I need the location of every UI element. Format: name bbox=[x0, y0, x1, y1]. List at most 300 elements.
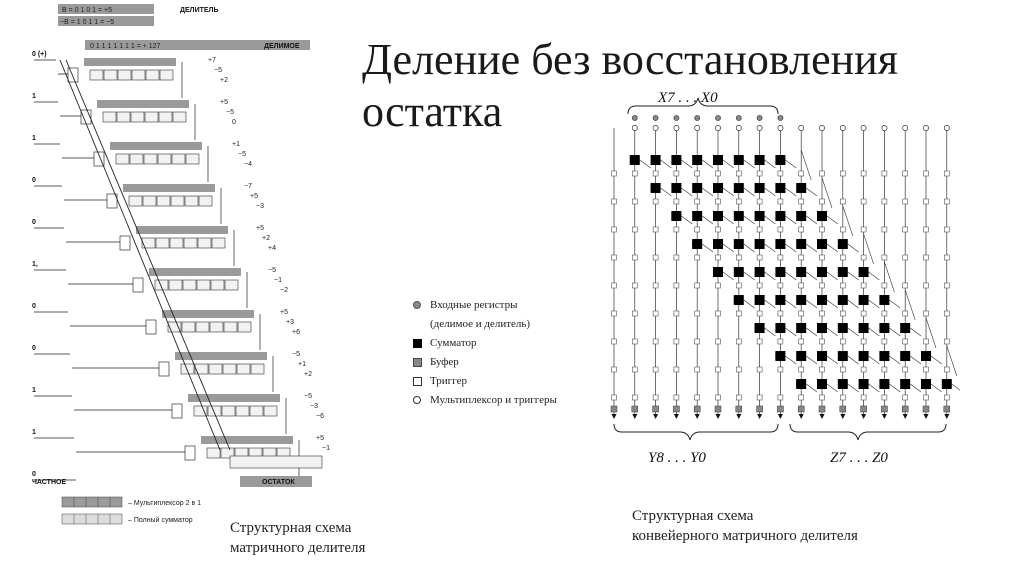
quotient-bit: 0 bbox=[32, 303, 36, 310]
buffer-cell bbox=[632, 406, 638, 412]
adder-cell bbox=[817, 295, 827, 305]
bottom-right-brace bbox=[790, 424, 946, 440]
mux-bar bbox=[97, 100, 189, 108]
adder-cell bbox=[734, 239, 744, 249]
title-line-1: Деление без восстановления bbox=[362, 35, 898, 84]
trigger-cell bbox=[695, 227, 700, 232]
side-value: +3 bbox=[286, 319, 294, 326]
adder-icon bbox=[413, 339, 422, 348]
mux-node bbox=[819, 125, 824, 130]
output-arrow bbox=[653, 414, 658, 419]
mux-bar bbox=[175, 352, 267, 360]
trigger-cell bbox=[903, 339, 908, 344]
trigger-cell bbox=[840, 227, 845, 232]
adder-cell bbox=[859, 379, 869, 389]
side-value: −5 bbox=[226, 109, 234, 116]
quotient-bit: 1, bbox=[32, 261, 38, 268]
adder-cell bbox=[755, 295, 765, 305]
mux-node bbox=[632, 125, 637, 130]
trigger-cell bbox=[944, 395, 949, 400]
trigger-cell bbox=[757, 283, 762, 288]
adder-cell bbox=[838, 351, 848, 361]
input-register bbox=[674, 115, 679, 120]
adder-cell bbox=[900, 323, 910, 333]
trigger-cell bbox=[632, 283, 637, 288]
adder-cell bbox=[755, 183, 765, 193]
legend-buffer bbox=[412, 353, 602, 372]
trigger-cell bbox=[903, 255, 908, 260]
mux-node bbox=[736, 125, 741, 130]
trigger-cell bbox=[944, 367, 949, 372]
title-line-2: остатка bbox=[362, 87, 503, 136]
trigger-cell bbox=[882, 171, 887, 176]
trigger-cell bbox=[612, 339, 617, 344]
legend-register-label: Входные регистры bbox=[430, 299, 518, 311]
adder-legend-symbol bbox=[62, 514, 122, 524]
output-arrow bbox=[903, 414, 908, 419]
trigger-cell bbox=[695, 199, 700, 204]
trigger-cell bbox=[716, 339, 721, 344]
trigger-cell bbox=[944, 255, 949, 260]
trigger-cell bbox=[757, 255, 762, 260]
trigger-cell bbox=[882, 227, 887, 232]
output-arrow bbox=[924, 414, 929, 419]
trigger-cell bbox=[632, 255, 637, 260]
trigger-cell bbox=[924, 395, 929, 400]
trigger-cell bbox=[778, 395, 783, 400]
pipeline-divider-diagram bbox=[600, 88, 960, 478]
side-value: −3 bbox=[310, 403, 318, 410]
trigger-cell bbox=[695, 283, 700, 288]
mux-icon bbox=[413, 396, 421, 404]
mux-node bbox=[903, 125, 908, 130]
trigger-cell bbox=[653, 199, 658, 204]
trigger-cell bbox=[799, 339, 804, 344]
trigger-cell bbox=[674, 255, 679, 260]
input-register bbox=[757, 115, 762, 120]
input-register bbox=[778, 115, 783, 120]
quotient-bit: 1 bbox=[32, 135, 36, 142]
side-value: +2 bbox=[262, 235, 270, 242]
matrix-divider-svg bbox=[30, 0, 350, 532]
trigger-cell bbox=[653, 395, 658, 400]
buffer-cell bbox=[840, 406, 846, 412]
mux-legend-symbol bbox=[62, 497, 122, 507]
mux-bar bbox=[149, 268, 241, 276]
adder-cell bbox=[796, 267, 806, 277]
buffer-cell bbox=[736, 406, 742, 412]
output-arrow bbox=[861, 414, 866, 419]
trigger-cell bbox=[799, 395, 804, 400]
buffer-cell bbox=[798, 406, 804, 412]
input-register bbox=[695, 115, 700, 120]
trigger-cell bbox=[674, 227, 679, 232]
trigger-cell bbox=[674, 199, 679, 204]
mux-bar bbox=[84, 58, 176, 66]
divisor-row-text: B = 0 1 0 1 = +5 bbox=[62, 7, 113, 14]
bottom-left-brace bbox=[614, 424, 778, 440]
trigger-cell bbox=[632, 367, 637, 372]
trigger-cell bbox=[882, 339, 887, 344]
adder-cell bbox=[692, 211, 702, 221]
trigger-cell bbox=[653, 339, 658, 344]
mux-bar bbox=[110, 142, 202, 150]
trigger-cell bbox=[924, 199, 929, 204]
trigger-cell bbox=[612, 227, 617, 232]
adder-cell bbox=[692, 239, 702, 249]
legend-register-note-label: (делимое и делитель) bbox=[430, 318, 531, 330]
trigger-cell bbox=[612, 395, 617, 400]
adder-cell bbox=[942, 379, 952, 389]
trigger-cell bbox=[820, 171, 825, 176]
trigger-cell bbox=[882, 311, 887, 316]
legend-register-note bbox=[412, 315, 602, 334]
mux-node bbox=[861, 125, 866, 130]
left-caption-line-2: матричного делителя bbox=[230, 540, 366, 556]
trigger-cell bbox=[840, 339, 845, 344]
trigger-cell bbox=[716, 255, 721, 260]
adder-cell bbox=[817, 379, 827, 389]
trigger-cell bbox=[757, 339, 762, 344]
adder-cell bbox=[775, 295, 785, 305]
input-register bbox=[715, 115, 720, 120]
side-value: −5 bbox=[214, 67, 222, 74]
adder-row bbox=[142, 238, 225, 248]
trigger-cell bbox=[799, 227, 804, 232]
side-value: −7 bbox=[244, 183, 252, 190]
legend-adder-label: Сумматор bbox=[430, 337, 477, 349]
trigger-cell bbox=[736, 199, 741, 204]
trigger-cell bbox=[778, 255, 783, 260]
mux-node bbox=[923, 125, 928, 130]
buffer-cell bbox=[861, 406, 867, 412]
trigger-cell bbox=[840, 395, 845, 400]
trigger-cell bbox=[736, 395, 741, 400]
side-value: −5 bbox=[268, 267, 276, 274]
trigger-cell bbox=[840, 255, 845, 260]
adder-row bbox=[168, 322, 251, 332]
adder-cell bbox=[734, 183, 744, 193]
trigger-cell bbox=[653, 367, 658, 372]
output-arrow bbox=[695, 414, 700, 419]
right-caption-line-1: Структурная схема bbox=[632, 508, 754, 524]
side-value: +5 bbox=[220, 99, 228, 106]
trigger-cell bbox=[861, 395, 866, 400]
trigger-cell bbox=[757, 367, 762, 372]
mux-node bbox=[715, 125, 720, 130]
stage-mux-box bbox=[185, 446, 195, 460]
trigger-icon bbox=[413, 377, 422, 386]
adder-row bbox=[116, 154, 199, 164]
mux-node bbox=[944, 125, 949, 130]
adder-cell bbox=[879, 379, 889, 389]
quotient-label: ЧАСТНОЕ bbox=[32, 479, 67, 486]
trigger-cell bbox=[736, 227, 741, 232]
trigger-cell bbox=[674, 339, 679, 344]
adder-row bbox=[90, 70, 173, 80]
quotient-bit: 0 bbox=[32, 219, 36, 226]
buffer-cell bbox=[881, 406, 887, 412]
legend-adder bbox=[412, 334, 602, 353]
adder-legend-label: – Полный сумматор bbox=[128, 517, 193, 524]
side-values bbox=[208, 57, 330, 452]
output-arrow bbox=[778, 414, 783, 419]
buffer-cell bbox=[819, 406, 825, 412]
mux-node bbox=[695, 125, 700, 130]
mux-bar bbox=[123, 184, 215, 192]
adder-row bbox=[194, 406, 277, 416]
trigger-cell bbox=[778, 171, 783, 176]
trigger-cell bbox=[903, 199, 908, 204]
side-value: −5 bbox=[292, 351, 300, 358]
left-caption-line-1: Структурная схема bbox=[230, 520, 352, 536]
trigger-cell bbox=[716, 283, 721, 288]
legend-trigger bbox=[412, 372, 602, 391]
top-input-label: X7 . . . X0 bbox=[658, 90, 718, 106]
buffer-cell bbox=[611, 406, 617, 412]
trigger-cell bbox=[778, 311, 783, 316]
side-value: −4 bbox=[244, 161, 252, 168]
mux-bar bbox=[162, 310, 254, 318]
trigger-cell bbox=[612, 199, 617, 204]
stage-mux-box bbox=[172, 404, 182, 418]
trigger-cell bbox=[612, 171, 617, 176]
adder-cell bbox=[713, 267, 723, 277]
output-arrow bbox=[820, 414, 825, 419]
trigger-cell bbox=[924, 367, 929, 372]
adder-cell bbox=[630, 155, 640, 165]
adder-cell bbox=[796, 323, 806, 333]
adder-cell bbox=[838, 239, 848, 249]
side-value: +5 bbox=[256, 225, 264, 232]
output-arrow bbox=[674, 414, 679, 419]
output-arrow bbox=[840, 414, 845, 419]
side-value: +1 bbox=[298, 361, 306, 368]
adder-cell bbox=[879, 323, 889, 333]
adder-cell bbox=[879, 351, 889, 361]
quotient-bit: 0 (+) bbox=[32, 51, 47, 58]
adder-cell bbox=[651, 155, 661, 165]
side-value: +5 bbox=[316, 435, 324, 442]
trigger-cell bbox=[903, 395, 908, 400]
trigger-cell bbox=[903, 227, 908, 232]
trigger-cell bbox=[861, 171, 866, 176]
adder-cell bbox=[734, 155, 744, 165]
trigger-cell bbox=[695, 255, 700, 260]
adder-cell bbox=[775, 267, 785, 277]
buffer-cell bbox=[653, 406, 659, 412]
quotient-bits bbox=[32, 51, 76, 480]
quotient-bit: 0 bbox=[32, 471, 36, 478]
trigger-cell bbox=[778, 227, 783, 232]
trigger-cell bbox=[820, 311, 825, 316]
adder-cell bbox=[817, 211, 827, 221]
trigger-cell bbox=[736, 171, 741, 176]
buffer-cell bbox=[694, 406, 700, 412]
adder-cell bbox=[713, 183, 723, 193]
adder-cell bbox=[775, 351, 785, 361]
adder-cell bbox=[755, 239, 765, 249]
output-arrow bbox=[944, 414, 949, 419]
adder-cell bbox=[651, 183, 661, 193]
trigger-cell bbox=[944, 227, 949, 232]
side-value: +1 bbox=[232, 141, 240, 148]
input-register bbox=[653, 115, 658, 120]
trigger-cell bbox=[799, 311, 804, 316]
adder-cell bbox=[755, 323, 765, 333]
trigger-cell bbox=[861, 199, 866, 204]
buffer-cell bbox=[673, 406, 679, 412]
trigger-cell bbox=[840, 367, 845, 372]
mux-bar bbox=[188, 394, 280, 402]
input-register bbox=[736, 115, 741, 120]
trigger-cell bbox=[944, 311, 949, 316]
trigger-cell bbox=[924, 255, 929, 260]
adder-cell bbox=[859, 323, 869, 333]
trigger-cell bbox=[674, 311, 679, 316]
legend-buffer-label: Буфер bbox=[430, 356, 459, 368]
mux-node bbox=[840, 125, 845, 130]
trigger-cell bbox=[799, 171, 804, 176]
trigger-cell bbox=[799, 283, 804, 288]
trigger-cell bbox=[882, 255, 887, 260]
trigger-cell bbox=[612, 367, 617, 372]
trigger-cell bbox=[903, 311, 908, 316]
trigger-cell bbox=[695, 311, 700, 316]
side-value: +5 bbox=[280, 309, 288, 316]
adder-cell bbox=[921, 351, 931, 361]
trigger-cell bbox=[924, 171, 929, 176]
trigger-cell bbox=[653, 283, 658, 288]
trigger-cell bbox=[861, 367, 866, 372]
adder-row bbox=[181, 364, 264, 374]
adder-cell bbox=[838, 295, 848, 305]
left-caption bbox=[230, 518, 365, 558]
adder-cell bbox=[775, 239, 785, 249]
adder-cell bbox=[734, 211, 744, 221]
trigger-cell bbox=[944, 171, 949, 176]
trigger-cell bbox=[924, 227, 929, 232]
adder-cell bbox=[692, 183, 702, 193]
trigger-cell bbox=[820, 395, 825, 400]
side-value: −1 bbox=[274, 277, 282, 284]
pipeline-grid bbox=[611, 115, 960, 419]
trigger-cell bbox=[653, 311, 658, 316]
buffer-cell bbox=[944, 406, 950, 412]
trigger-cell bbox=[820, 367, 825, 372]
trigger-cell bbox=[861, 311, 866, 316]
adder-row bbox=[155, 280, 238, 290]
pipeline-divider-svg bbox=[600, 88, 960, 478]
adder-row bbox=[103, 112, 186, 122]
trigger-cell bbox=[840, 171, 845, 176]
remainder-label: ОСТАТОК bbox=[262, 479, 295, 486]
adder-cell bbox=[900, 379, 910, 389]
adder-cell bbox=[796, 211, 806, 221]
adder-cell bbox=[817, 239, 827, 249]
trigger-cell bbox=[736, 311, 741, 316]
trigger-cell bbox=[736, 339, 741, 344]
adder-cell bbox=[671, 155, 681, 165]
adder-cell bbox=[692, 155, 702, 165]
side-value: −3 bbox=[256, 203, 264, 210]
trigger-cell bbox=[924, 339, 929, 344]
buffer-cell bbox=[777, 406, 783, 412]
stage-mux-box bbox=[146, 320, 156, 334]
quotient-output-label: Y8 . . . Y0 bbox=[648, 450, 706, 466]
trigger-cell bbox=[778, 339, 783, 344]
adder-cell bbox=[796, 239, 806, 249]
adder-cell bbox=[775, 211, 785, 221]
trigger-cell bbox=[632, 395, 637, 400]
trigger-cell bbox=[944, 199, 949, 204]
trigger-cell bbox=[924, 283, 929, 288]
register-icon bbox=[413, 301, 421, 309]
side-value: +4 bbox=[268, 245, 276, 252]
adder-cell bbox=[713, 155, 723, 165]
buffer-cell bbox=[923, 406, 929, 412]
adder-cell bbox=[879, 295, 889, 305]
trigger-cell bbox=[632, 227, 637, 232]
trigger-cell bbox=[695, 171, 700, 176]
trigger-cell bbox=[861, 283, 866, 288]
trigger-cell bbox=[861, 227, 866, 232]
input-register bbox=[632, 115, 637, 120]
trigger-cell bbox=[716, 171, 721, 176]
trigger-cell bbox=[674, 367, 679, 372]
adder-cell bbox=[713, 211, 723, 221]
trigger-cell bbox=[632, 311, 637, 316]
trigger-cell bbox=[695, 339, 700, 344]
trigger-cell bbox=[757, 311, 762, 316]
legend-register bbox=[412, 296, 602, 315]
trigger-cell bbox=[840, 199, 845, 204]
adder-cell bbox=[859, 351, 869, 361]
quotient-bit: 1 bbox=[32, 429, 36, 436]
divider-rows bbox=[58, 58, 322, 476]
trigger-cell bbox=[903, 367, 908, 372]
trigger-cell bbox=[799, 367, 804, 372]
trigger-cell bbox=[674, 395, 679, 400]
adder-cell bbox=[900, 351, 910, 361]
mux-node bbox=[674, 125, 679, 130]
trigger-cell bbox=[882, 283, 887, 288]
adder-cell bbox=[859, 267, 869, 277]
trigger-cell bbox=[757, 227, 762, 232]
adder-cell bbox=[775, 183, 785, 193]
adder-cell bbox=[671, 183, 681, 193]
side-value: −2 bbox=[280, 287, 288, 294]
quotient-bit: 0 bbox=[32, 177, 36, 184]
divisor-label: ДЕЛИТЕЛЬ bbox=[180, 7, 219, 14]
legend-mux bbox=[412, 391, 602, 410]
adder-cell bbox=[755, 211, 765, 221]
trigger-cell bbox=[924, 311, 929, 316]
adder-cell bbox=[775, 323, 785, 333]
side-value: −6 bbox=[316, 413, 324, 420]
trigger-cell bbox=[778, 283, 783, 288]
side-value: +2 bbox=[220, 77, 228, 84]
adder-cell bbox=[755, 155, 765, 165]
adder-cell bbox=[817, 351, 827, 361]
neg-divisor-row-text: −B = 1 0 1 1 = −5 bbox=[60, 19, 115, 26]
trigger-cell bbox=[612, 311, 617, 316]
adder-cell bbox=[671, 211, 681, 221]
stage-mux-box bbox=[159, 362, 169, 376]
trigger-cell bbox=[757, 171, 762, 176]
adder-cell bbox=[838, 379, 848, 389]
side-value: −1 bbox=[322, 445, 330, 452]
